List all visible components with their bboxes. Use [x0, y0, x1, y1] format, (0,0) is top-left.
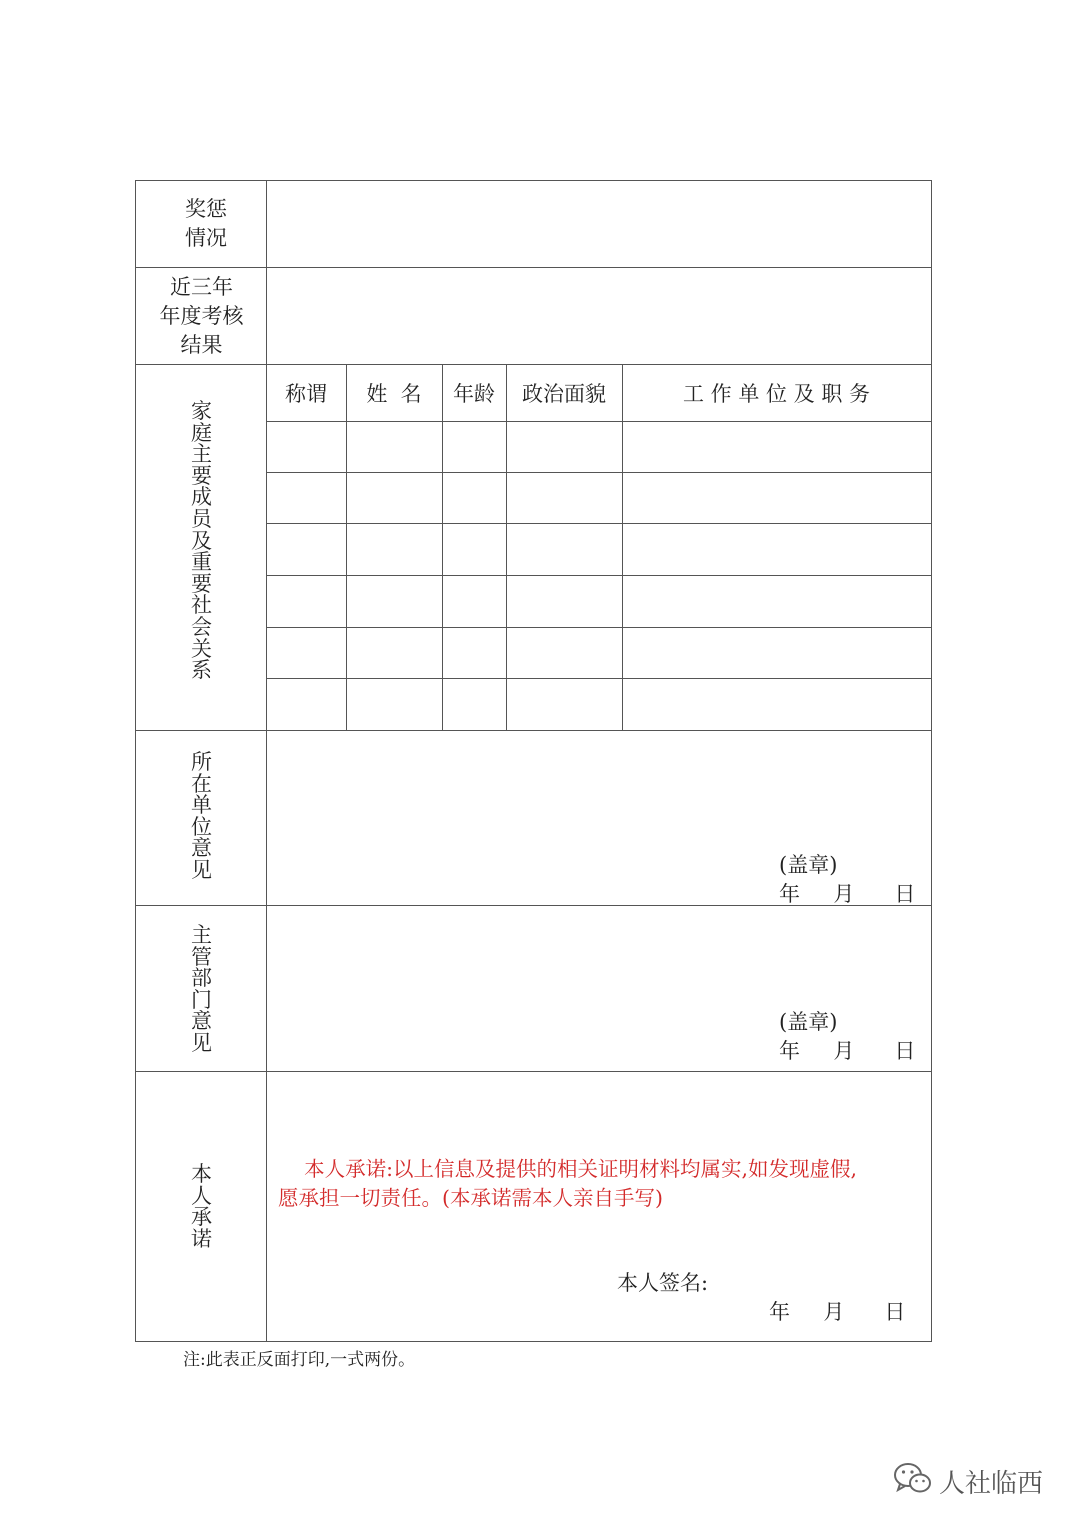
header-name: 姓 名 — [366, 382, 422, 406]
application-form-table — [135, 180, 932, 1342]
unit-date: 年 月 日 — [779, 882, 916, 906]
assessment-label: 近三年 年度考核 结果 — [159, 275, 244, 357]
pledge-text-line1: 本人承诺:以上信息及提供的相关证明材料均属实,如发现虚假, — [278, 1157, 858, 1181]
pledge-text-line2: 愿承担一切责任。(本承诺需本人亲自手写) — [278, 1186, 663, 1210]
rewards-label: 奖惩 情况 — [185, 197, 227, 250]
family-row-divider — [266, 472, 931, 473]
unit-seal-label: (盖章) — [779, 853, 838, 877]
row-divider — [136, 730, 931, 731]
pledge-label: 本 人 承 诺 — [191, 1162, 212, 1251]
watermark — [893, 1462, 1043, 1500]
row-divider — [136, 1071, 931, 1072]
watermark-account-name: 人社临西 — [939, 1468, 1044, 1499]
header-employer-position: 工 作 单 位 及 职 务 — [682, 382, 871, 406]
row-divider — [136, 364, 931, 365]
family-row-divider — [266, 627, 931, 628]
family-column-divider — [506, 364, 507, 730]
footnote: 注:此表正反面打印,一式两份。 — [183, 1350, 416, 1370]
row-divider — [136, 267, 931, 268]
unit-opinion-label: 所 在 单 位 意 见 — [191, 750, 212, 882]
family-row-divider — [266, 678, 931, 679]
header-age: 年龄 — [453, 382, 495, 406]
signature-label: 本人签名: — [617, 1271, 709, 1295]
pledge-date: 年 月 日 — [769, 1300, 906, 1324]
family-row-divider — [266, 523, 931, 524]
dept-date: 年 月 日 — [779, 1039, 916, 1063]
family-column-divider — [622, 364, 623, 730]
family-members-label: 家 庭 主 要 成 员 及 重 要 社 会 关 系 — [191, 399, 212, 683]
header-political-status: 政治面貌 — [522, 382, 606, 406]
family-column-divider — [346, 364, 347, 730]
wechat-icon — [893, 1462, 933, 1500]
header-relation: 称谓 — [285, 382, 327, 406]
family-row-divider — [266, 575, 931, 576]
family-column-divider — [442, 364, 443, 730]
family-row-divider — [266, 421, 931, 422]
dept-opinion-label: 主 管 部 门 意 见 — [191, 923, 212, 1055]
dept-seal-label: (盖章) — [779, 1010, 838, 1034]
